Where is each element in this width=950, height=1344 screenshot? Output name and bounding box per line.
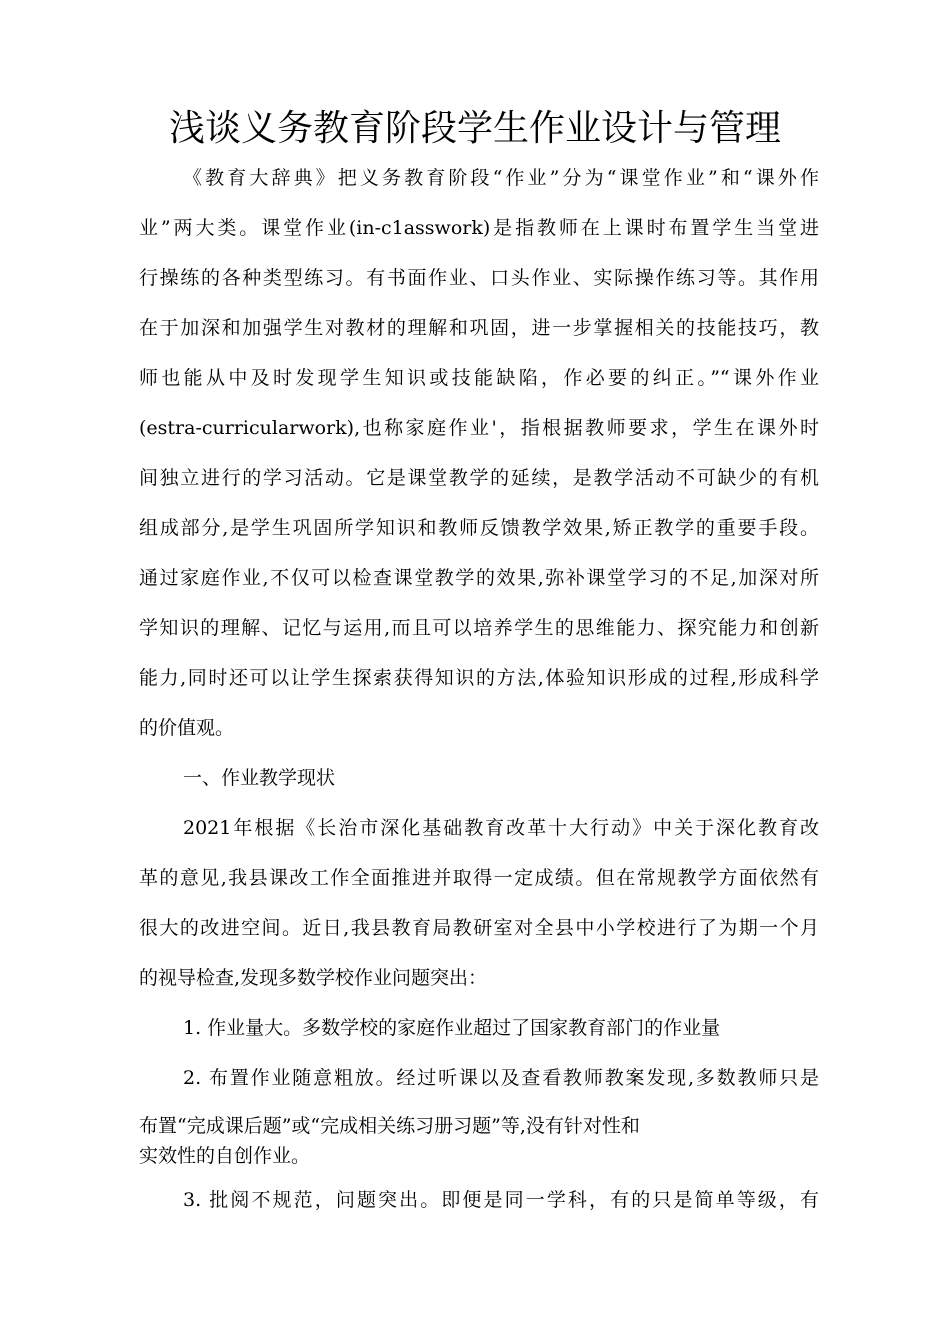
paragraph-line: 《教育大辞典》把义务教育阶段“作业”分为“课堂作业”和“课外作	[183, 167, 819, 189]
paragraph-line: 的视导检查,发现多数学校作业问题突出：	[139, 967, 488, 989]
paragraph-line: 通过家庭作业,不仅可以检查课堂教学的效果,弥补课堂学习的不足,加深对所	[139, 567, 819, 589]
section-heading: 一、作业教学现状	[183, 767, 336, 789]
paragraph-line: 学知识的理解、记忆与运用,而且可以培养学生的思维能力、探究能力和创新	[139, 617, 819, 639]
paragraph-line: 能力,同时还可以让学生探索获得知识的方法,体验知识形成的过程,形成科学	[139, 667, 819, 689]
paragraph-line: 行操练的各种类型练习。有书面作业、口头作业、实际操作练习等。其作用	[139, 267, 819, 289]
list-item-continuation: 布置“完成课后题”或“完成相关练习册习题”等,没有针对性和	[139, 1115, 640, 1137]
paragraph-line: 在于加深和加强学生对教材的理解和巩固，进一步掌握相关的技能技巧，教	[139, 317, 819, 339]
paragraph-line: 间独立进行的学习活动。它是课堂教学的延续，是教学活动不可缺少的有机	[139, 467, 819, 489]
paragraph-line: 革的意见,我县课改工作全面推进并取得一定成绩。但在常规教学方面依然有	[139, 867, 819, 889]
paragraph-line: 业”两大类。课堂作业(in-c1asswork)是指教师在上课时布置学生当堂进	[139, 217, 819, 239]
paragraph-line: 组成部分,是学生巩固所学知识和教师反馈教学效果,矫正教学的重要手段。	[139, 517, 819, 539]
document-title: 浅谈义务教育阶段学生作业设计与管理	[168, 108, 781, 149]
paragraph-line: (estra-curricularwork),也称家庭作业'，指根据教师要求，学生在课外时	[139, 417, 819, 439]
paragraph-line: 很大的改进空间。近日,我县教育局教研室对全县中小学校进行了为期一个月	[139, 917, 819, 939]
list-item: 2. 布置作业随意粗放。经过听课以及查看教师教案发现,多数教师只是	[183, 1067, 819, 1089]
paragraph-line: 的价值观。	[139, 717, 235, 739]
list-item: 3. 批阅不规范，问题突出。即便是同一学科，有的只是简单等级，有	[183, 1189, 819, 1211]
paragraph-line: 2021年根据《长治市深化基础教育改革十大行动》中关于深化教育改	[183, 817, 819, 839]
paragraph-line: 师也能从中及时发现学生知识或技能缺陷，作必要的纠正。”“课外作业	[139, 367, 819, 389]
list-item: 1. 作业量大。多数学校的家庭作业超过了国家教育部门的作业量	[183, 1017, 721, 1039]
list-item-continuation: 实效性的自创作业。	[139, 1145, 311, 1167]
